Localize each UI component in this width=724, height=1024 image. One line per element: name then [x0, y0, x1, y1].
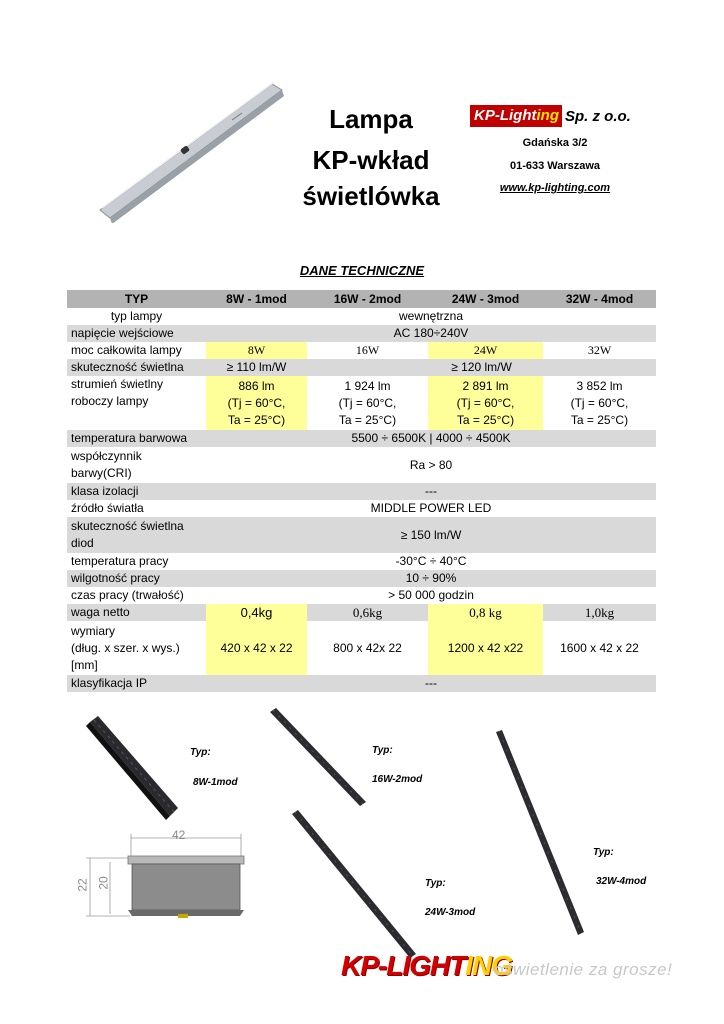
page-title-line3: świetlówka	[302, 181, 440, 211]
row-value: 886 lm (Tj = 60°C, Ta = 25°C)	[206, 376, 307, 430]
row-label: skuteczność świetlna	[67, 359, 206, 376]
row-value: 1600 x 42 x 22	[543, 621, 656, 675]
lamp-32w-image	[494, 730, 586, 936]
row-value: MIDDLE POWER LED	[206, 500, 656, 517]
row-value: 8W	[206, 342, 307, 359]
table-row	[67, 553, 656, 570]
section-title: DANE TECHNICZNE	[299, 263, 425, 278]
table-row	[67, 587, 656, 604]
product-typ-label: Typ:	[190, 747, 211, 758]
row-value: 32W	[543, 342, 656, 359]
table-row	[67, 342, 656, 359]
row-value: 16W	[307, 342, 428, 359]
table-row	[67, 604, 656, 621]
header-cell: 24W - 3mod	[428, 290, 543, 308]
row-value: 5500 ÷ 6500K | 4000 ÷ 4500K	[206, 430, 656, 447]
row-value: 420 x 42 x 22	[206, 621, 307, 675]
row-value: 10 ÷ 90%	[206, 570, 656, 587]
table-row	[67, 325, 656, 342]
table-row	[67, 359, 656, 376]
row-label: strumień świetlny roboczy lampy	[67, 376, 206, 430]
row-value: ---	[206, 675, 656, 692]
product-24w-label: 24W-3mod	[425, 907, 476, 918]
table-row	[67, 621, 656, 675]
table-row	[67, 517, 656, 553]
row-label: źródło światła	[67, 500, 206, 517]
header-cell: 32W - 4mod	[543, 290, 656, 308]
footer-slogan: oświetlenie za grosze!	[494, 960, 673, 979]
table-row	[67, 376, 656, 430]
dimension-width: 42	[172, 828, 186, 842]
lamp-product-image	[92, 78, 287, 223]
table-row	[67, 500, 656, 517]
header-cell: 8W - 1mod	[206, 290, 307, 308]
row-label: wymiary (dług. x szer. x wys.) [mm]	[67, 621, 206, 675]
website-link[interactable]: www.kp-lighting.com	[499, 182, 611, 194]
row-label: klasa izolacji	[67, 483, 206, 500]
row-value: 0,4kg	[206, 604, 307, 621]
lamp-24w-image	[290, 810, 418, 960]
table-row	[67, 308, 656, 325]
footer-logo: KP-LIGHTING	[341, 950, 512, 981]
product-typ-label: Typ:	[425, 878, 446, 889]
table-row	[67, 570, 656, 587]
row-value: ≥ 150 lm/W	[206, 517, 656, 553]
page-title-line2: KP-wkład	[312, 145, 430, 175]
table-row	[67, 430, 656, 447]
row-label: wilgotność pracy	[67, 570, 206, 587]
product-8w-label: 8W-1mod	[193, 777, 238, 788]
row-value: 1,0kg	[543, 604, 656, 621]
row-label: czas pracy (trwałość)	[67, 587, 206, 604]
row-label: temperatura pracy	[67, 553, 206, 570]
product-typ-label: Typ:	[372, 745, 393, 756]
table-row	[67, 675, 656, 692]
lamp-8w-image	[82, 712, 182, 822]
table-row	[67, 447, 656, 483]
lamp-16w-image	[266, 706, 370, 810]
company-brand	[470, 105, 631, 127]
row-value: Ra > 80	[206, 447, 656, 483]
row-value: 1200 x 42 x22	[428, 621, 543, 675]
row-value: 1 924 lm (Tj = 60°C, Ta = 25°C)	[307, 376, 428, 430]
row-label: typ lampy	[67, 308, 206, 325]
row-value: AC 180÷240V	[206, 325, 656, 342]
company-suffix: Sp. z o.o.	[564, 107, 631, 125]
row-value: > 50 000 godzin	[206, 587, 656, 604]
row-value: ≥ 120 lm/W	[307, 359, 656, 376]
row-value: 24W	[428, 342, 543, 359]
table-row	[67, 483, 656, 500]
product-typ-label: Typ:	[593, 847, 614, 858]
row-value: 0,8 kg	[428, 604, 543, 621]
row-label: skuteczność świetlna diod	[67, 517, 206, 553]
dimension-height-inner: 20	[96, 876, 111, 890]
address-city: 01-633 Warszawa	[509, 160, 601, 172]
row-label: współczynnik barwy(CRI)	[67, 447, 206, 483]
row-value: wewnętrzna	[206, 308, 656, 325]
table-header-row	[67, 290, 656, 308]
row-value: 0,6kg	[307, 604, 428, 621]
row-value: ---	[206, 483, 656, 500]
row-value: 2 891 lm (Tj = 60°C, Ta = 25°C)	[428, 376, 543, 430]
row-value: ≥ 110 lm/W	[206, 359, 307, 376]
row-value: 3 852 lm (Tj = 60°C, Ta = 25°C)	[543, 376, 656, 430]
product-16w-label: 16W-2mod	[372, 774, 423, 785]
header-cell: TYP	[67, 290, 206, 308]
row-label: temperatura barwowa	[67, 430, 206, 447]
row-value: -30°C ÷ 40°C	[206, 553, 656, 570]
tech-data-table	[67, 290, 656, 692]
row-label: waga netto	[67, 604, 206, 621]
row-value: 800 x 42x 22	[307, 621, 428, 675]
company-logo: KP-Lighting	[470, 105, 562, 127]
dimension-height-outer: 22	[75, 878, 90, 892]
header-cell: 16W - 2mod	[307, 290, 428, 308]
row-label: klasyfikacja IP	[67, 675, 206, 692]
row-label: moc całkowita lampy	[67, 342, 206, 359]
address-street: Gdańska 3/2	[522, 137, 588, 149]
page-title-line1: Lampa	[329, 104, 413, 134]
row-label: napięcie wejściowe	[67, 325, 206, 342]
product-32w-label: 32W-4mod	[596, 876, 647, 887]
